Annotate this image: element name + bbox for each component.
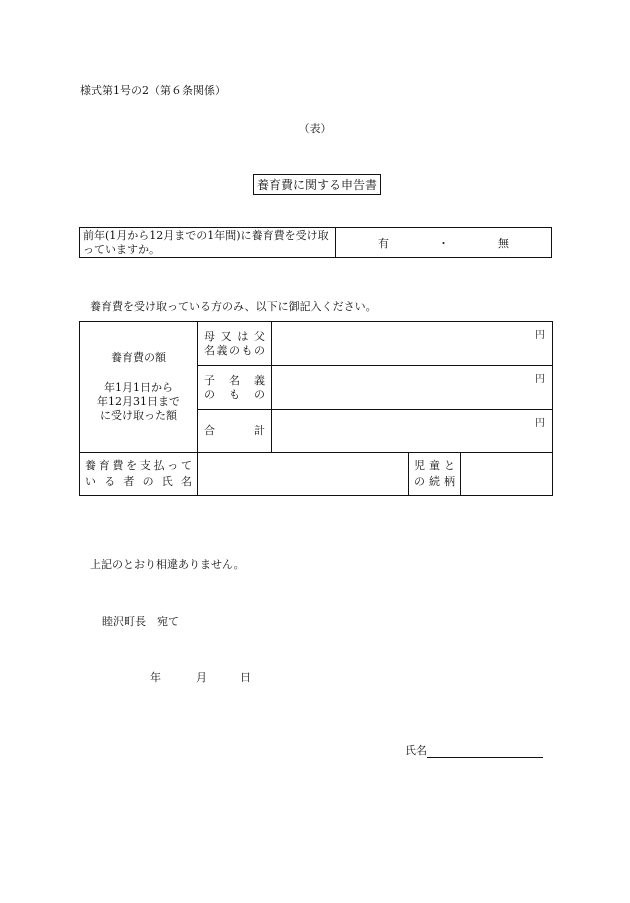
yen-unit: 円 [535,330,546,341]
receipt-question-table [79,227,552,258]
child-name-label: 子名義 のもの [198,366,272,410]
receipt-question: 前年(1月から12月までの1年間)に養育費を受け取っていますか。 [80,228,336,258]
parent-name-label: 母又は父 名義のもの [198,322,272,366]
child-amount-field[interactable] [272,366,553,410]
parent-amount-field[interactable] [272,322,553,366]
document-title: 養育費に関する申告書 [253,174,381,195]
yen-unit: 円 [535,374,546,385]
side-label: （表） [298,122,332,135]
instruction-text: 養育費を受け取っている方のみ、以下に御記入ください。 [90,300,377,313]
payer-name-label: 養育費を支払って いる者の氏名 [80,453,198,496]
yen-unit: 円 [535,418,546,429]
support-payment-table [79,321,553,496]
amount-period-note: に受け取った額 [100,409,177,422]
answer-yes[interactable]: 有 [378,236,389,250]
name-line[interactable] [405,742,543,758]
amount-period-start: 年1月1日から [104,381,173,394]
answer-no[interactable]: 無 [498,236,509,250]
payer-name-field[interactable] [198,453,409,496]
receipt-answer-cell[interactable] [336,228,552,258]
amount-header-cell [80,322,198,453]
declaration-text: 上記のとおり相違ありません。 [90,558,245,571]
relationship-field[interactable] [461,453,553,496]
amount-period-end: 年12月31日まで [97,395,180,408]
addressee: 睦沢町長 宛て [102,615,179,628]
total-label: 合計 [198,410,272,453]
date-line[interactable] [150,669,251,685]
name-signature-field[interactable] [427,745,543,758]
date-year: 年 [150,671,161,684]
date-month: 月 [196,671,207,684]
name-label: 氏名 [405,744,427,757]
date-day: 日 [240,671,251,684]
answer-separator: ・ [438,236,449,250]
relationship-label: 児童と の続柄 [409,453,461,496]
amount-header-title: 養育費の額 [111,351,166,364]
total-amount-field[interactable] [272,410,553,453]
form-number: 様式第1号の2（第６条関係） [80,84,226,97]
